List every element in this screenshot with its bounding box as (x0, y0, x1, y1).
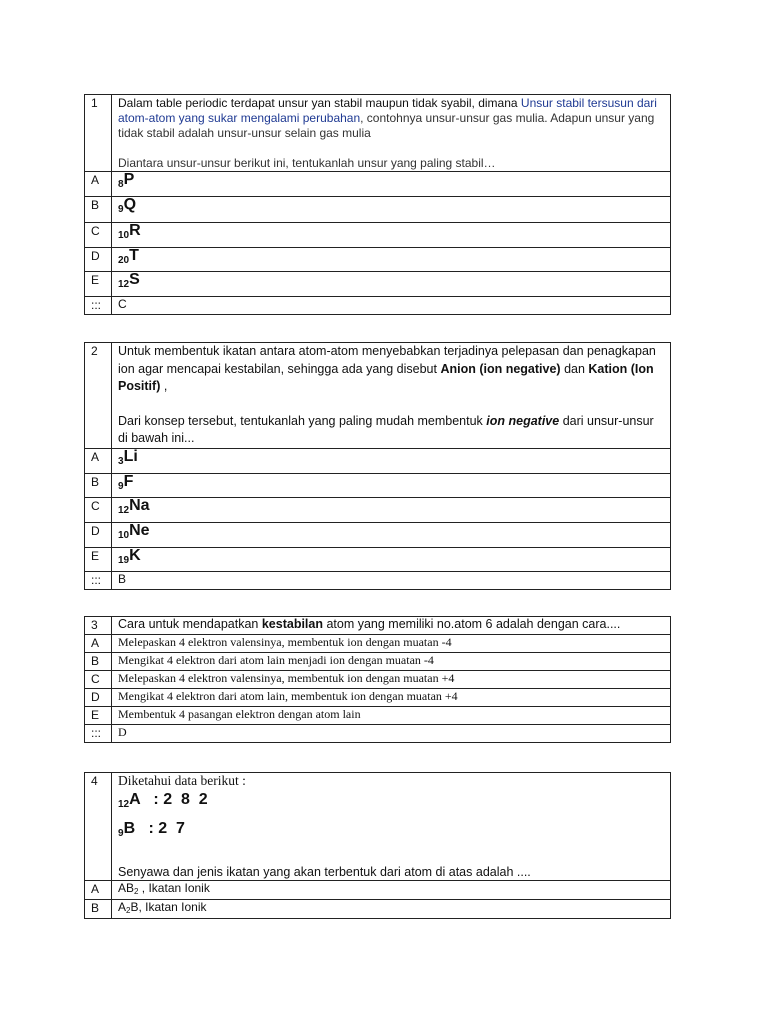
stem-text: Dalam table periodic terdapat unsur yan stabil maupun tidak syabil, dimana (118, 96, 518, 110)
question-number: 3 (85, 617, 112, 635)
option-label: A (85, 449, 112, 474)
option-label: A (85, 881, 112, 900)
data-intro: Diketahui data berikut : (118, 773, 246, 788)
option-b: Mengikat 4 elektron dari atom lain menjadi ion dengan muatan -4 (112, 653, 671, 671)
answer-key: D (112, 725, 671, 743)
question-number: 4 (85, 773, 112, 881)
option-a: Melepaskan 4 elektron valensinya, membentuk ion dengan muatan -4 (112, 635, 671, 653)
option-label: A (85, 172, 112, 197)
option-d: $_{20}$T (112, 248, 671, 272)
option-label: E (85, 272, 112, 297)
question-stem: Untuk membentuk ikatan antara atom-atom menyebabkan terjadinya pelepasan dan penagkapan ion agar mencapai kestabilan, sehingga ada yang disebut Anion (ion negative) dan Kation (Ion Positif) , Dari konsep tersebut, tentukanlah yang paling mudah membentuk ion negative dari unsur-unsur di bawah ini... (112, 343, 671, 449)
option-e: $_{19}$K (112, 548, 671, 572)
question-stem (112, 773, 671, 881)
option-e: $_{12}$S (112, 272, 671, 297)
option-label: B (85, 474, 112, 498)
question-text: Senyawa dan jenis ikatan yang akan terbentuk dari atom di atas adalah .... (118, 865, 531, 879)
question-4-table (84, 772, 671, 919)
option-d: Mengikat 4 elektron dari atom lain, membentuk ion dengan muatan +4 (112, 689, 671, 707)
option-label: D (85, 523, 112, 548)
answer-key-label: ::: (85, 572, 112, 590)
question-number: 2 (85, 343, 112, 449)
stem-text-rest: , contohnya unsur-unsur gas mulia. Adapun unsur yang tidak stabil adalah unsur-unsur selain gas mulia (118, 111, 655, 140)
answer-key: C (112, 297, 671, 315)
option-e: Membentuk 4 pasangan elektron dengan atom lain (112, 707, 671, 725)
option-c: $_{12}$Na (112, 498, 671, 523)
stem-highlight: Unsur stabil tersusun dari atom-atom yang sukar mengalami perubahan (118, 96, 657, 125)
option-a: $_3$Li (112, 449, 671, 474)
option-b: $_9$F (112, 474, 671, 498)
option-a: AB2 , Ikatan Ionik (112, 881, 671, 900)
question-number: 1 (85, 95, 112, 172)
ion-negative-term: ion negative (486, 413, 560, 428)
option-c: $_{10}$R (112, 223, 671, 248)
question-text: Diantara unsur-unsur berikut ini, tentukanlah unsur yang paling stabil… (118, 156, 496, 170)
option-a: $_8$P (112, 172, 671, 197)
option-label: B (85, 900, 112, 919)
option-label: B (85, 197, 112, 223)
question-1-table (84, 94, 671, 315)
answer-key: B (112, 572, 671, 590)
option-c: Melepaskan 4 elektron valensinya, membentuk ion dengan muatan +4 (112, 671, 671, 689)
atom-b-config: $_9$B : 2 7 (118, 820, 185, 839)
kestabilan-term: kestabilan (261, 617, 323, 631)
option-label: E (85, 548, 112, 572)
option-b: A2B, Ikatan Ionik (112, 900, 671, 919)
option-label: A (85, 635, 112, 653)
question-stem (112, 95, 671, 172)
option-label: D (85, 689, 112, 707)
option-label: D (85, 248, 112, 272)
option-label: C (85, 498, 112, 523)
option-label: C (85, 671, 112, 689)
kation-term: Kation (Ion Positif) (118, 361, 654, 393)
option-label: C (85, 223, 112, 248)
question-3-table (84, 616, 671, 743)
option-d: $_{10}$Ne (112, 523, 671, 548)
atom-a-config: $_{12}$A : 2 8 2 (118, 791, 208, 810)
question-2-table (84, 342, 671, 590)
answer-key-label: ::: (85, 725, 112, 743)
option-b: $_9$Q (112, 197, 671, 223)
option-label: E (85, 707, 112, 725)
answer-key-label: ::: (85, 297, 112, 315)
anion-term: Anion (ion negative) (440, 361, 561, 376)
question-stem: Cara untuk mendapatkan kestabilan atom yang memiliki no.atom 6 adalah dengan cara.... (112, 617, 671, 635)
option-label: B (85, 653, 112, 671)
